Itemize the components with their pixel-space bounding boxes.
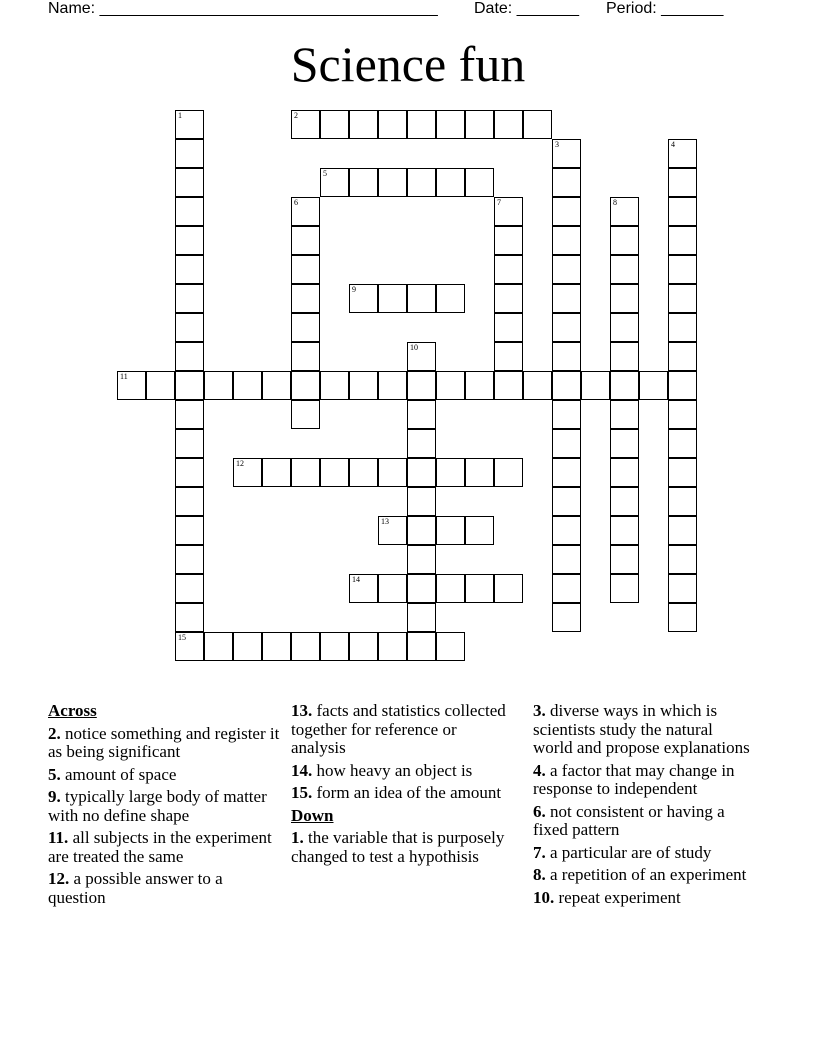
crossword-cell[interactable] [320, 632, 349, 661]
crossword-cell[interactable] [610, 313, 639, 342]
crossword-cell[interactable] [436, 574, 465, 603]
clue-down-6: 6. not consistent or having a fixed pattern [533, 801, 725, 839]
clue-number: 4 [671, 140, 675, 149]
crossword-cell[interactable] [668, 284, 697, 313]
crossword-cell[interactable] [291, 371, 320, 400]
crossword-cell[interactable] [291, 632, 320, 661]
crossword-cell[interactable] [407, 487, 436, 516]
crossword-cell[interactable] [349, 632, 378, 661]
clue-down-3: 3. diverse ways in which is scientists study the natural world and propose explanations [533, 701, 750, 757]
crossword-cell[interactable] [175, 516, 204, 545]
crossword-cell[interactable] [494, 313, 523, 342]
crossword-cell[interactable] [668, 545, 697, 574]
crossword-cell[interactable] [146, 371, 175, 400]
crossword-cell[interactable] [523, 371, 552, 400]
crossword-cell[interactable] [668, 429, 697, 458]
crossword-cell[interactable] [668, 487, 697, 516]
crossword-cell[interactable] [320, 110, 349, 139]
crossword-cell[interactable] [320, 458, 349, 487]
crossword-cell[interactable] [175, 313, 204, 342]
crossword-cell[interactable] [552, 400, 581, 429]
crossword-cell[interactable] [291, 284, 320, 313]
clue-down-10: 10. repeat experiment [533, 887, 681, 907]
crossword-cell[interactable] [175, 574, 204, 603]
clue-number: 3 [555, 140, 559, 149]
crossword-cell[interactable] [233, 632, 262, 661]
crossword-cell[interactable] [378, 168, 407, 197]
crossword-cell[interactable] [175, 400, 204, 429]
crossword-cell[interactable] [407, 371, 436, 400]
crossword-cell[interactable] [349, 168, 378, 197]
clue-number: 5 [323, 169, 327, 178]
crossword-cell[interactable] [407, 603, 436, 632]
crossword-cell[interactable] [552, 574, 581, 603]
across-heading: Across [48, 701, 97, 720]
crossword-cell[interactable] [668, 342, 697, 371]
crossword-cell[interactable] [465, 371, 494, 400]
crossword-cell[interactable] [668, 197, 697, 226]
crossword-cell[interactable] [465, 574, 494, 603]
crossword-cell[interactable] [291, 226, 320, 255]
crossword-cell[interactable] [610, 574, 639, 603]
crossword-cell[interactable] [610, 226, 639, 255]
clue-down-1: 1. the variable that is purposely changed to test a hypothisis [291, 828, 505, 866]
crossword-cell[interactable] [494, 284, 523, 313]
crossword-cell[interactable] [465, 110, 494, 139]
crossword-cell[interactable] [552, 371, 581, 400]
clue-number: 9 [352, 285, 356, 294]
clue-across-12: 12. a possible answer to a question [48, 869, 223, 907]
crossword-cell[interactable] [610, 516, 639, 545]
clue-number: 6 [294, 198, 298, 207]
crossword-cell[interactable] [407, 400, 436, 429]
crossword-cell[interactable] [262, 632, 291, 661]
crossword-cell[interactable] [552, 168, 581, 197]
crossword-cell[interactable] [291, 342, 320, 371]
crossword-cell[interactable] [552, 342, 581, 371]
crossword-cell[interactable] [378, 632, 407, 661]
clue-number: 8 [613, 198, 617, 207]
crossword-cell[interactable] [378, 574, 407, 603]
clue-number: 2 [294, 111, 298, 120]
crossword-cell[interactable] [378, 516, 407, 545]
crossword-cell[interactable] [465, 458, 494, 487]
crossword-cell[interactable] [436, 516, 465, 545]
crossword-cell[interactable] [494, 342, 523, 371]
crossword-cell[interactable] [378, 110, 407, 139]
crossword-cell[interactable] [436, 168, 465, 197]
crossword-cell[interactable] [494, 255, 523, 284]
crossword-cell[interactable] [552, 458, 581, 487]
crossword-cell[interactable] [494, 371, 523, 400]
crossword-cell[interactable] [407, 342, 436, 371]
crossword-cell[interactable] [610, 458, 639, 487]
clue-across-13: 13. facts and statistics collected together for reference or analysis [291, 701, 506, 757]
crossword-cell[interactable] [175, 429, 204, 458]
crossword-cell[interactable] [175, 342, 204, 371]
crossword-cell[interactable] [494, 458, 523, 487]
crossword-cell[interactable] [175, 139, 204, 168]
crossword-cell[interactable] [320, 371, 349, 400]
clue-number: 11 [120, 372, 128, 381]
crossword-cell[interactable] [552, 139, 581, 168]
clue-number: 1 [178, 111, 182, 120]
clue-across-15: 15. form an idea of the amount [291, 783, 502, 802]
crossword-cell[interactable] [407, 516, 436, 545]
crossword-cell[interactable] [175, 110, 204, 139]
down-heading: Down [291, 805, 334, 825]
crossword-cell[interactable] [436, 284, 465, 313]
clue-down-8: 8. a repetition of an experiment [533, 865, 747, 884]
crossword-cell[interactable] [668, 516, 697, 545]
clue-across-11: 11. all subjects in the experiment are treated the same [48, 828, 272, 866]
crossword-cell[interactable] [610, 429, 639, 458]
crossword-cell[interactable] [175, 226, 204, 255]
crossword-cell[interactable] [349, 110, 378, 139]
crossword-cell[interactable] [291, 110, 320, 139]
clue-column-1 [48, 702, 280, 911]
crossword-cell[interactable] [175, 168, 204, 197]
crossword-cell[interactable] [668, 168, 697, 197]
crossword-cell[interactable] [436, 371, 465, 400]
crossword-cell[interactable] [552, 197, 581, 226]
crossword-cell[interactable] [610, 255, 639, 284]
crossword-cell[interactable] [407, 168, 436, 197]
clue-column-3 [533, 702, 755, 911]
clue-down-4: 4. a factor that may change in response to independent [533, 760, 735, 798]
crossword-cell[interactable] [233, 458, 262, 487]
crossword-cell[interactable] [668, 574, 697, 603]
crossword-cell[interactable] [175, 487, 204, 516]
crossword-cell[interactable] [407, 458, 436, 487]
period-field[interactable]: Period: _______ [606, 0, 724, 17]
crossword-cell[interactable] [349, 371, 378, 400]
crossword-cell[interactable] [610, 487, 639, 516]
crossword-cell[interactable] [175, 545, 204, 574]
crossword-cell[interactable] [407, 110, 436, 139]
crossword-cell[interactable] [668, 226, 697, 255]
crossword-cell[interactable] [552, 603, 581, 632]
clue-number: 14 [352, 575, 360, 584]
crossword-cell[interactable] [668, 313, 697, 342]
clue-number: 10 [410, 343, 418, 352]
crossword-cell[interactable] [610, 284, 639, 313]
crossword-cell[interactable] [668, 371, 697, 400]
crossword-cell[interactable] [610, 197, 639, 226]
crossword-cell[interactable] [233, 371, 262, 400]
crossword-cell[interactable] [291, 255, 320, 284]
crossword-cell[interactable] [436, 632, 465, 661]
crossword-cell[interactable] [378, 284, 407, 313]
crossword-cell[interactable] [436, 458, 465, 487]
crossword-cell[interactable] [378, 458, 407, 487]
page-title: Science fun [290, 36, 526, 92]
crossword-cell[interactable] [552, 516, 581, 545]
crossword-cell[interactable] [523, 110, 552, 139]
crossword-cell[interactable] [552, 255, 581, 284]
crossword-cell[interactable] [291, 400, 320, 429]
crossword-cell[interactable] [349, 284, 378, 313]
crossword-cell[interactable] [494, 226, 523, 255]
crossword-cell[interactable] [494, 197, 523, 226]
crossword-cell[interactable] [668, 603, 697, 632]
clue-across-14: 14. how heavy an object is [291, 760, 473, 780]
crossword-cell[interactable] [407, 545, 436, 574]
crossword-cell[interactable] [349, 458, 378, 487]
crossword-cell[interactable] [581, 371, 610, 400]
crossword-cell[interactable] [610, 371, 639, 400]
crossword-cell[interactable] [349, 574, 378, 603]
clue-across-9: 9. typically large body of matter with no define shape [48, 787, 267, 825]
crossword-cell[interactable] [291, 313, 320, 342]
crossword-cell[interactable] [175, 603, 204, 632]
crossword-cell[interactable] [668, 400, 697, 429]
crossword-cell[interactable] [175, 284, 204, 313]
crossword-cell[interactable] [204, 371, 233, 400]
crossword-cell[interactable] [552, 545, 581, 574]
crossword-cell[interactable] [175, 255, 204, 284]
name-field[interactable]: Name: ______________________________________ [48, 0, 438, 17]
crossword-cell[interactable] [378, 371, 407, 400]
crossword-cell[interactable] [407, 632, 436, 661]
crossword-cell[interactable] [291, 197, 320, 226]
crossword-cell[interactable] [117, 371, 146, 400]
crossword-cell[interactable] [494, 110, 523, 139]
crossword-cell[interactable] [407, 429, 436, 458]
crossword-cell[interactable] [291, 458, 320, 487]
crossword-cell[interactable] [436, 110, 465, 139]
crossword-cell[interactable] [552, 284, 581, 313]
crossword-cell[interactable] [465, 516, 494, 545]
crossword-cell[interactable] [552, 226, 581, 255]
clue-number: 13 [381, 517, 389, 526]
crossword-cell[interactable] [494, 574, 523, 603]
crossword-cell[interactable] [175, 197, 204, 226]
crossword-cell[interactable] [262, 371, 291, 400]
clue-column-2 [291, 702, 513, 870]
crossword-cell[interactable] [407, 574, 436, 603]
crossword-cell[interactable] [668, 458, 697, 487]
crossword-cell[interactable] [552, 429, 581, 458]
crossword-cell[interactable] [610, 342, 639, 371]
crossword-cell[interactable] [668, 255, 697, 284]
crossword-cell[interactable] [175, 632, 204, 661]
crossword-cell[interactable] [407, 284, 436, 313]
crossword-cell[interactable] [204, 632, 233, 661]
crossword-cell[interactable] [668, 139, 697, 168]
crossword-cell[interactable] [552, 313, 581, 342]
crossword-cell[interactable] [610, 545, 639, 574]
crossword-cell[interactable] [610, 400, 639, 429]
clue-down-7: 7. a particular are of study [533, 842, 712, 862]
clue-across-5: 5. amount of space [48, 764, 177, 784]
crossword-cell[interactable] [465, 168, 494, 197]
crossword-cell[interactable] [262, 458, 291, 487]
crossword-cell[interactable] [320, 168, 349, 197]
crossword-cell[interactable] [639, 371, 668, 400]
clue-across-2: 2. notice something and register it as being significant [48, 723, 280, 761]
clue-number: 7 [497, 198, 501, 207]
clue-number: 12 [236, 459, 244, 468]
crossword-cell[interactable] [552, 487, 581, 516]
clue-number: 15 [178, 633, 186, 642]
date-field[interactable]: Date: _______ [474, 0, 579, 17]
crossword-cell[interactable] [175, 458, 204, 487]
crossword-cell[interactable] [175, 371, 204, 400]
